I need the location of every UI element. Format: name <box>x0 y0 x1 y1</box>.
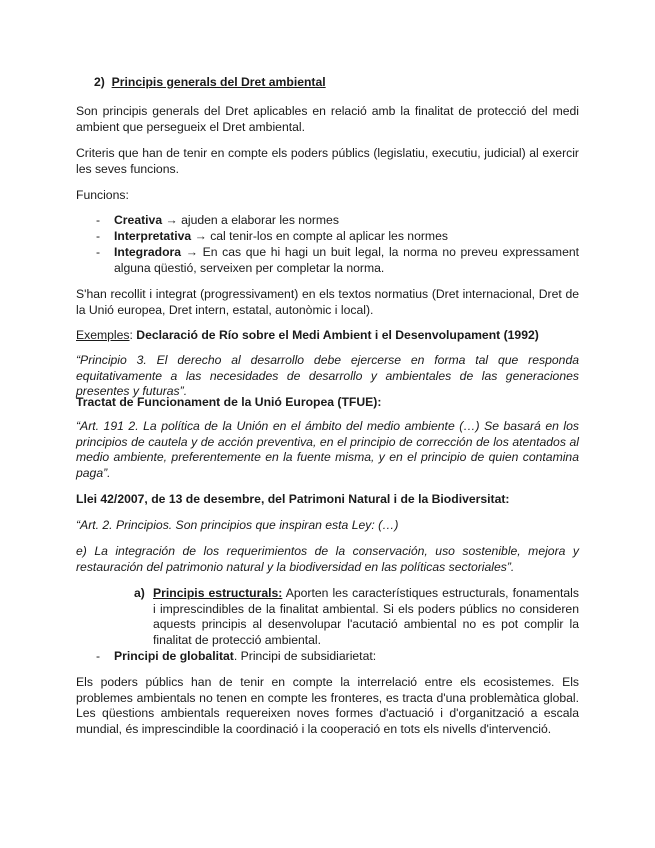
heading-number: 2) <box>94 75 105 89</box>
functions-label: Funcions: <box>76 188 129 202</box>
list-dash: - <box>96 213 101 227</box>
collected-paragraph: S'han recollit i integrat (progressivament) en els textos normatius (Dret internacional, Dret de la Unió europea, Dret intern, estatal, autonòmic i local). <box>76 287 579 317</box>
function-text: cal tenir-los en compte al aplicar les normes <box>210 229 448 243</box>
examples-line <box>76 328 579 344</box>
llei-quote-2-text: e) La integración de los requerimientos de la conservación, uso sostenible, mejora y restauración del patrimonio natural y la biodiversidad en las políticas sectoriales”. <box>76 544 579 574</box>
list-marker: a) <box>134 586 145 600</box>
heading-title: Principis generals del Dret ambiental <box>111 75 326 89</box>
examples-colon: : <box>129 328 133 342</box>
tfue-quote-text: “Art. 191 2. La política de la Unión en el ámbito del medio ambiente (…) Se basará en los principios de cautela y de acción preventiva, en el principio de corrección de los atentados al medio ambiente, preferentemente en la fuente misma, y en el principio de quien contamina paga”. <box>76 419 579 480</box>
llei-title-text: Llei 42/2007, de 13 de desembre, del Patrimoni Natural i de la Biodiversitat: <box>76 492 510 506</box>
function-term: Interpretativa <box>114 229 192 243</box>
tfue-quote <box>76 419 579 481</box>
intro-paragraph: Son principis generals del Dret aplicables en relació amb la finalitat de protecció del medi ambient que persegueix el Dret ambiental. <box>76 104 579 134</box>
list-dash: - <box>96 229 101 243</box>
structural-text: Aporten les característiques estructurals, fonamentals i imprescindibles de la finalitat ambiental. Si els poders públics no consideren aquests principis al desenvolupar l'acutació ambiental no es pot complir la finalitat de protecció ambiental. <box>153 586 579 647</box>
examples-label: Exemples <box>76 328 130 342</box>
closing-paragraph: Els poders públics han de tenir en compte la interrelació entre els ecosistemes. Els problemes ambientals no tenen en compte les fronteres, es tracta d'una problemàtica global. Les qüestions ambientals requereixen noves formes d'actuació i d'organització a escala mundial, és imprescindible la coordinació i la cooperació en tots els nivells d'intervenció. <box>76 675 579 736</box>
structural-principles-item <box>134 586 579 648</box>
globality-text: . Principi de subsidiarietat: <box>233 649 377 663</box>
function-item-integradora <box>76 245 579 276</box>
function-text: ajuden a elaborar les normes <box>181 213 339 227</box>
arrow-icon: → <box>194 229 207 243</box>
arrow-icon: → <box>185 245 198 259</box>
tfue-title-text: Tractat de Funcionament de la Unió Europea (TFUE): <box>76 395 382 409</box>
function-item-interpretativa <box>76 229 579 245</box>
function-term: Creativa <box>114 213 163 227</box>
rio-title: Declaració de Río sobre el Medi Ambient i el Desenvolupament (1992) <box>136 328 539 342</box>
llei-quote-1-text: “Art. 2. Principios. Son principios que inspiran esta Ley: (…) <box>76 518 399 532</box>
function-text: En cas que hi hagi un buit legal, la norma no preveu expressament alguna qüestió, serveixen per completar la norma. <box>114 245 580 275</box>
arrow-icon: → <box>165 213 178 227</box>
globality-item <box>76 649 579 665</box>
list-dash: - <box>96 649 101 663</box>
tfue-title <box>76 395 579 411</box>
function-item-creativa <box>76 213 579 229</box>
globality-term: Principi de globalitat <box>114 649 234 663</box>
llei-quote-1 <box>76 518 579 534</box>
llei-title <box>76 492 579 508</box>
section-heading <box>94 75 579 91</box>
rio-quote-text: “Principio 3. El derecho al desarrollo debe ejercerse en forma tal que responda equitativamente a las necesidades de desarrollo y ambientales de las generaciones presentes y futuras”. <box>76 353 579 399</box>
structural-term: Principis estructurals: <box>153 586 283 600</box>
function-term: Integradora <box>114 245 182 259</box>
criteria-paragraph: Criteris que han de tenir en compte els poders públics (legislatiu, executiu, judicial) al exercir les seves funcions. <box>76 146 579 176</box>
rio-quote <box>76 353 579 400</box>
list-dash: - <box>96 245 101 259</box>
llei-quote-2 <box>76 544 579 575</box>
